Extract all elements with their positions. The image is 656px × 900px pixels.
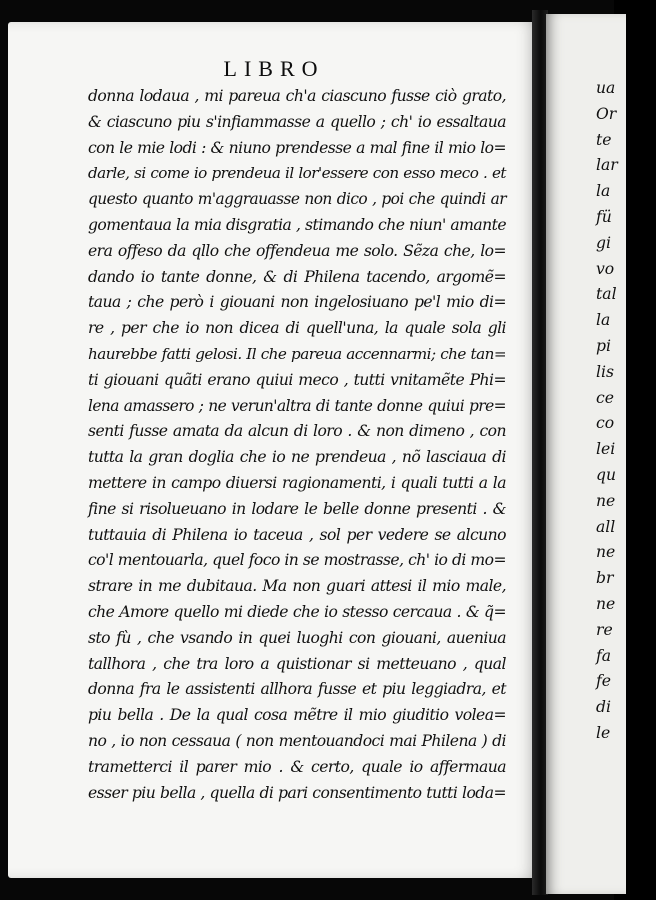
facing-page-fragment: le — [596, 723, 611, 742]
text-line: mettere in campo diuersi ragionamenti, i quali tutti a la — [88, 473, 506, 492]
facing-page-fragment: fe — [596, 672, 611, 691]
left-page — [8, 22, 540, 878]
text-line: no , io non cessaua ( non mentouandoci mai Philena ) di — [88, 731, 506, 750]
text-line: era offeso da qllo che offendeua me solo. Sẽza che, lo= — [88, 241, 506, 260]
facing-page-fragment: ne — [596, 594, 616, 613]
right-page — [546, 14, 626, 894]
text-line: tallhora , che tra loro a quistionar si metteuano , qual — [88, 654, 506, 673]
facing-page-fragment: la — [596, 182, 611, 201]
text-line: tutta la gran doglia che io ne prendeua , nõ lasciaua di — [88, 448, 506, 467]
facing-page-fragment: qu — [596, 465, 617, 484]
facing-page-fragment: fa — [596, 646, 612, 665]
facing-page-fragment: la — [596, 311, 611, 330]
text-line: darle, si come io prendeua il lor'essere con esso meco . et — [88, 164, 506, 183]
text-line: ti giouani quãti erano quiui meco , tutti vnitamẽte Phi= — [88, 370, 506, 389]
facing-page-fragment: lar — [596, 156, 618, 175]
facing-page-fragment: te — [596, 130, 612, 149]
facing-page-fragment: Or — [596, 104, 617, 123]
text-line: co'l mentouarla, quel foco in se mostrasse, ch' io di mo= — [88, 551, 506, 570]
text-block — [88, 84, 506, 806]
facing-page-text — [596, 76, 656, 747]
facing-page-fragment: lis — [596, 362, 614, 381]
text-line: esser piu bella , quella di pari consentimento tutti loda= — [88, 783, 506, 802]
facing-page-fragment: fü — [596, 207, 612, 226]
facing-page-fragment: ne — [596, 491, 616, 510]
text-line: senti fusse amata da alcun di loro . & non dimeno , con — [88, 422, 506, 441]
facing-page-fragment: gi — [596, 233, 611, 252]
text-line: donna lodaua , mi pareua ch'a ciascuno fusse ciò grato, — [88, 87, 506, 105]
text-line: taua ; che però i giouani non ingelosiuano pe'l mio di= — [88, 293, 506, 312]
text-line: dando io tante donne, & di Philena tacendo, argomẽ= — [88, 267, 506, 286]
facing-page-fragment: all — [596, 517, 616, 536]
text-line: lena amassero ; ne verun'altra di tante donne quiui pre= — [88, 396, 506, 415]
text-line: tuttauia di Philena io taceua , sol per vedere se alcuno — [88, 525, 506, 544]
text-line: re , per che io non dicea di quell'una, la quale sola gli — [88, 319, 506, 338]
text-line: gomentaua la mia disgratia , stimando che niun' amante — [88, 215, 506, 234]
facing-page-fragment: di — [596, 698, 611, 717]
facing-page-fragment: ce — [596, 388, 614, 407]
text-line: fine si risolueuano in lodare le belle donne presenti . & — [88, 499, 506, 518]
text-line: strare in me dubitaua. Ma non guari attesi il mio male, — [88, 577, 506, 596]
text-line: donna fra le assistenti allhora fusse et piu leggiadra, et — [88, 680, 506, 699]
facing-page-fragment: br — [596, 569, 614, 588]
facing-page-fragment: pi — [596, 336, 611, 355]
text-line: piu bella . De la qual cosa mẽtre il mio giuditio volea= — [88, 706, 506, 725]
facing-page-fragment: vo — [596, 259, 615, 278]
text-line: con le mie lodi : & niuno prendesse a mal fine il mio lo= — [88, 138, 506, 157]
facing-page-fragment: lei — [596, 440, 616, 459]
facing-page-fragment: re — [596, 620, 613, 639]
facing-page-fragment: ne — [596, 543, 616, 562]
facing-page-fragment: ua — [596, 79, 616, 97]
text-line: questo quanto m'aggrauasse non dico , poi che quindi ar — [88, 190, 506, 209]
facing-page-fragment: co — [596, 414, 615, 433]
text-line: sto fù , che vsando in quei luoghi con giouani, aueniua — [88, 628, 506, 647]
text-line: & ciascuno piu s'infiammasse a quello ; ch' io essaltaua — [88, 112, 506, 131]
facing-page-fragment: tal — [596, 285, 617, 304]
text-line: haurebbe fatti gelosi. Il che pareua accennarmi; che tan= — [88, 344, 506, 363]
text-line: che Amore quello mi diede che io stesso cercaua . & q̃= — [88, 602, 506, 621]
text-line: trametterci il parer mio . & certo, quale io affermaua — [88, 757, 506, 776]
running-head: LIBRO — [223, 56, 325, 81]
